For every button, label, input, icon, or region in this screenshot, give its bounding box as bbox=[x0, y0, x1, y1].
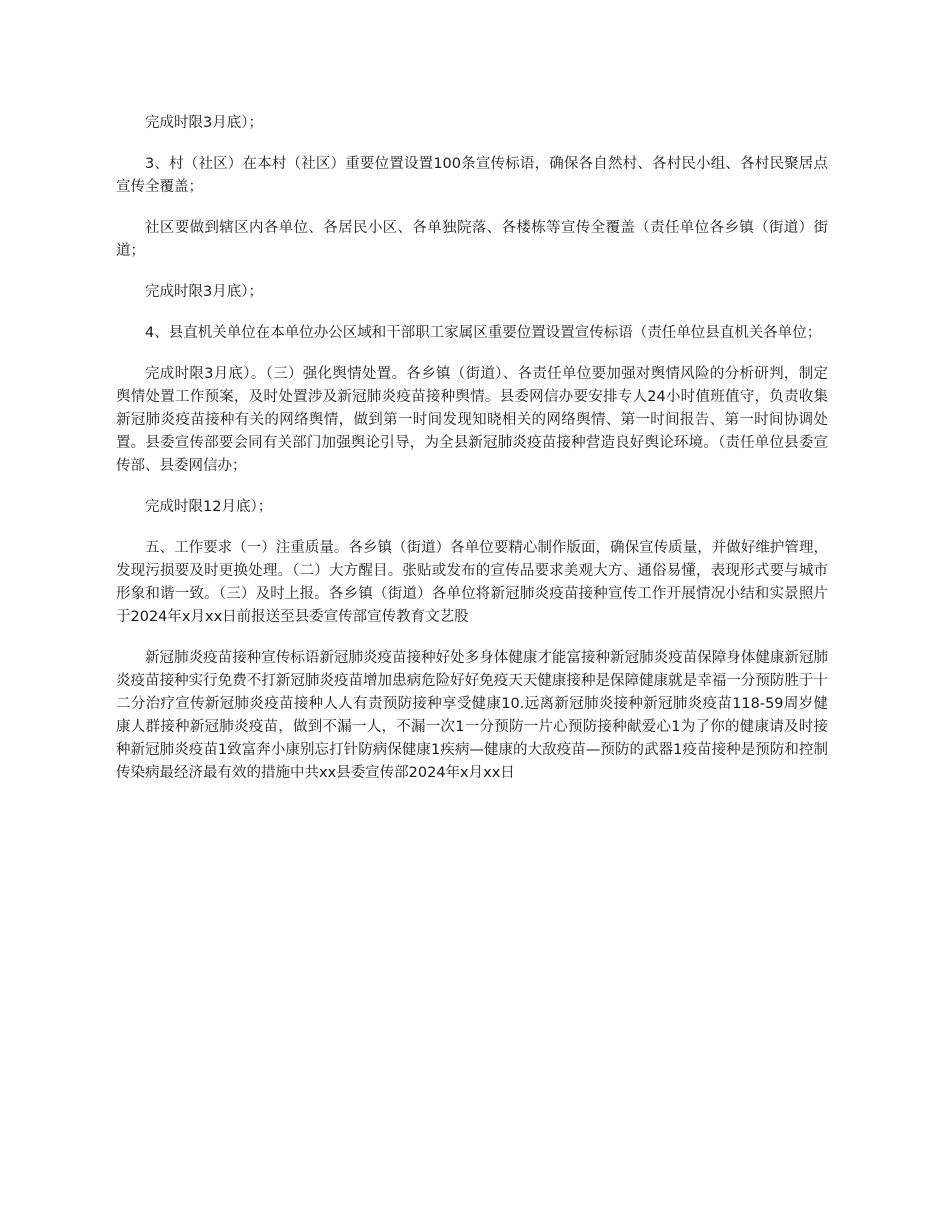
document-body bbox=[116, 112, 828, 785]
paragraph-deadline-march-1: 完成时限3月底）； bbox=[145, 115, 263, 131]
paragraph-slogans-list: 新冠肺炎疫苗接种宣传标语新冠肺炎疫苗接种好处多身体健康才能富接种新冠肺炎疫苗保障身体健康新冠肺炎疫苗接种实行免费不打新冠肺炎疫苗增加患病危险好好免疫天天健康接种是保障健康就是幸福一分预防胜于十二分治疗宣传新冠肺炎疫苗接种人人有责预防接种享受健康10.远离新冠肺炎接种新冠肺炎疫苗118-59周岁健康人群接种新冠肺炎疫苗，做到不漏一人，不漏一次1一分预防一片心预防接种献爱心1为了你的健康请及时接种新冠肺炎疫苗1致富奔小康别忘打针防病保健康1疾病—健康的大敌疫苗—预防的武器1疫苗接种是预防和控制传染病最经济最有效的措施中共xx县委宣传部2024年x月xx日 bbox=[116, 650, 828, 781]
paragraph-public-opinion: 完成时限3月底）。（三）强化舆情处置。各乡镇（街道）、各责任单位要加强对舆情风险的分析研判，制定舆情处置工作预案，及时处置涉及新冠肺炎疫苗接种舆情。县委网信办要安排专人24小时值班值守，负责收集新冠肺炎疫苗接种有关的网络舆情，做到第一时间发现知晓相关的网络舆情、第一时间报告、第一时间协调处置。县委宣传部要会同有关部门加强舆论引导，为全县新冠肺炎疫苗接种营造良好舆论环境。（责任单位县委宣传部、县委网信办； bbox=[116, 366, 828, 474]
paragraph-village-slogans: 3、村（社区）在本村（社区）重要位置设置100条宣传标语，确保各自然村、各村民小组、各村民聚居点宣传全覆盖； bbox=[116, 156, 828, 195]
paragraph-deadline-december: 完成时限12月底）； bbox=[145, 499, 273, 515]
paragraph-county-units: 4、县直机关单位在本单位办公区域和干部职工家属区重要位置设置宣传标语（责任单位县直机关各单位； bbox=[145, 325, 822, 341]
paragraph-deadline-march-2: 完成时限3月底）； bbox=[145, 284, 263, 300]
paragraph-community-coverage: 社区要做到辖区内各单位、各居民小区、各单独院落、各楼栋等宣传全覆盖（责任单位各乡镇（街道）街道； bbox=[116, 220, 828, 259]
paragraph-work-requirements: 五、工作要求（一）注重质量。各乡镇（街道）各单位要精心制作版面，确保宣传质量，并做好维护管理，发现污损要及时更换处理。（二）大方醒目。张贴或发布的宣传品要求美观大方、通俗易懂，表现形式要与城市形象和谐一致。（三）及时上报。各乡镇（街道）各单位将新冠肺炎疫苗接种宣传工作开展情况小结和实景照片于2024年x月xx日前报送至县委宣传部宣传教育文艺股 bbox=[116, 540, 828, 625]
